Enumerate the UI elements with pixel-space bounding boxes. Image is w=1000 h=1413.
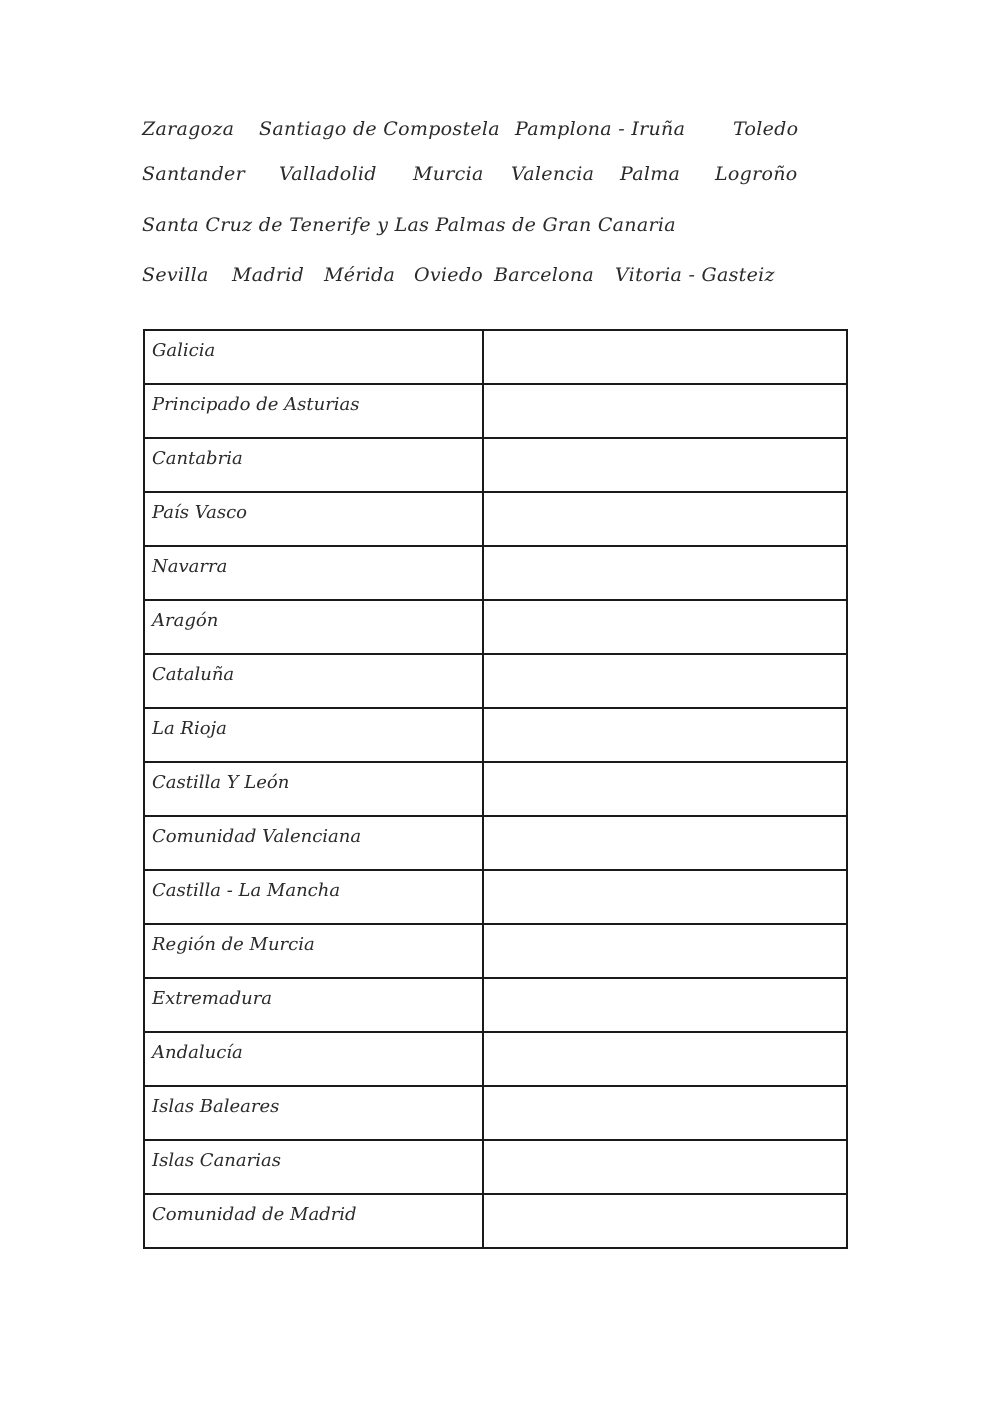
region-label: País Vasco [152,502,247,523]
word-bank-item: Madrid [232,264,305,286]
region-label: Extremadura [152,988,273,1009]
region-cell [144,654,483,708]
capital-answer-cell[interactable] [483,492,847,546]
region-cell [144,384,483,438]
region-cell [144,924,483,978]
word-bank-item: Logroño [715,163,798,185]
table-row [144,492,847,546]
region-label: Castilla - La Mancha [152,880,341,901]
word-bank-item: Murcia [413,163,484,185]
capital-answer-cell[interactable] [483,384,847,438]
capital-answer-cell[interactable] [483,600,847,654]
table-row [144,1032,847,1086]
region-cell [144,1140,483,1194]
word-bank-item: Palma [620,163,681,185]
table-row [144,1140,847,1194]
table-row [144,438,847,492]
table-row [144,708,847,762]
table-row [144,762,847,816]
region-label: Cantabria [152,448,243,469]
region-cell [144,492,483,546]
table-row [144,546,847,600]
capital-answer-cell[interactable] [483,1194,847,1248]
region-cell [144,330,483,384]
capital-answer-cell[interactable] [483,546,847,600]
capital-answer-cell[interactable] [483,924,847,978]
regions-table-body [144,330,847,1248]
region-label: Comunidad de Madrid [152,1204,357,1225]
word-bank-item: Toledo [733,118,799,140]
table-row [144,384,847,438]
table-row [144,870,847,924]
region-cell [144,708,483,762]
capital-answer-cell[interactable] [483,708,847,762]
region-cell [144,438,483,492]
region-label: Región de Murcia [152,934,315,955]
table-row [144,816,847,870]
word-bank-item: Barcelona [494,264,595,286]
region-label: Islas Baleares [152,1096,280,1117]
word-bank-item: Pamplona - Iruña [515,118,686,140]
word-bank-item: Zaragoza [142,118,235,140]
table-row [144,600,847,654]
region-cell [144,816,483,870]
word-bank-item: Sevilla [142,264,209,286]
capital-answer-cell[interactable] [483,438,847,492]
table-row [144,1194,847,1248]
capital-answer-cell[interactable] [483,1032,847,1086]
region-label: Navarra [152,556,228,577]
region-cell [144,762,483,816]
region-cell [144,870,483,924]
capital-answer-cell[interactable] [483,1140,847,1194]
word-bank-item: Valencia [511,163,595,185]
table-row [144,654,847,708]
capital-answer-cell[interactable] [483,654,847,708]
region-cell [144,546,483,600]
region-label: Cataluña [152,664,235,685]
capital-answer-cell[interactable] [483,870,847,924]
capital-answer-cell[interactable] [483,978,847,1032]
word-bank-item: Santander [142,163,245,185]
word-bank-item: Santiago de Compostela [259,118,500,140]
capital-answer-cell[interactable] [483,1086,847,1140]
region-cell [144,978,483,1032]
region-label: La Rioja [152,718,227,739]
region-cell [144,600,483,654]
region-cell [144,1194,483,1248]
regions-table [143,329,848,1249]
word-bank-item: Valladolid [279,163,377,185]
region-label: Galicia [152,340,216,361]
word-bank-item: Vitoria - Gasteiz [615,264,775,286]
capital-answer-cell[interactable] [483,816,847,870]
table-row [144,1086,847,1140]
region-label: Andalucía [152,1042,243,1063]
capital-answer-cell[interactable] [483,762,847,816]
word-bank-item: Santa Cruz de Tenerife y Las Palmas de Gran Canaria [142,214,676,236]
region-label: Comunidad Valenciana [152,826,362,847]
region-cell [144,1086,483,1140]
table-row [144,924,847,978]
region-label: Principado de Asturias [152,394,360,415]
region-label: Islas Canarias [152,1150,281,1171]
word-bank-item: Oviedo [414,264,484,286]
capital-answer-cell[interactable] [483,330,847,384]
table-row [144,978,847,1032]
table-row [144,330,847,384]
word-bank-item: Mérida [324,264,396,286]
region-label: Aragón [152,610,219,631]
region-cell [144,1032,483,1086]
region-label: Castilla Y León [152,772,290,793]
